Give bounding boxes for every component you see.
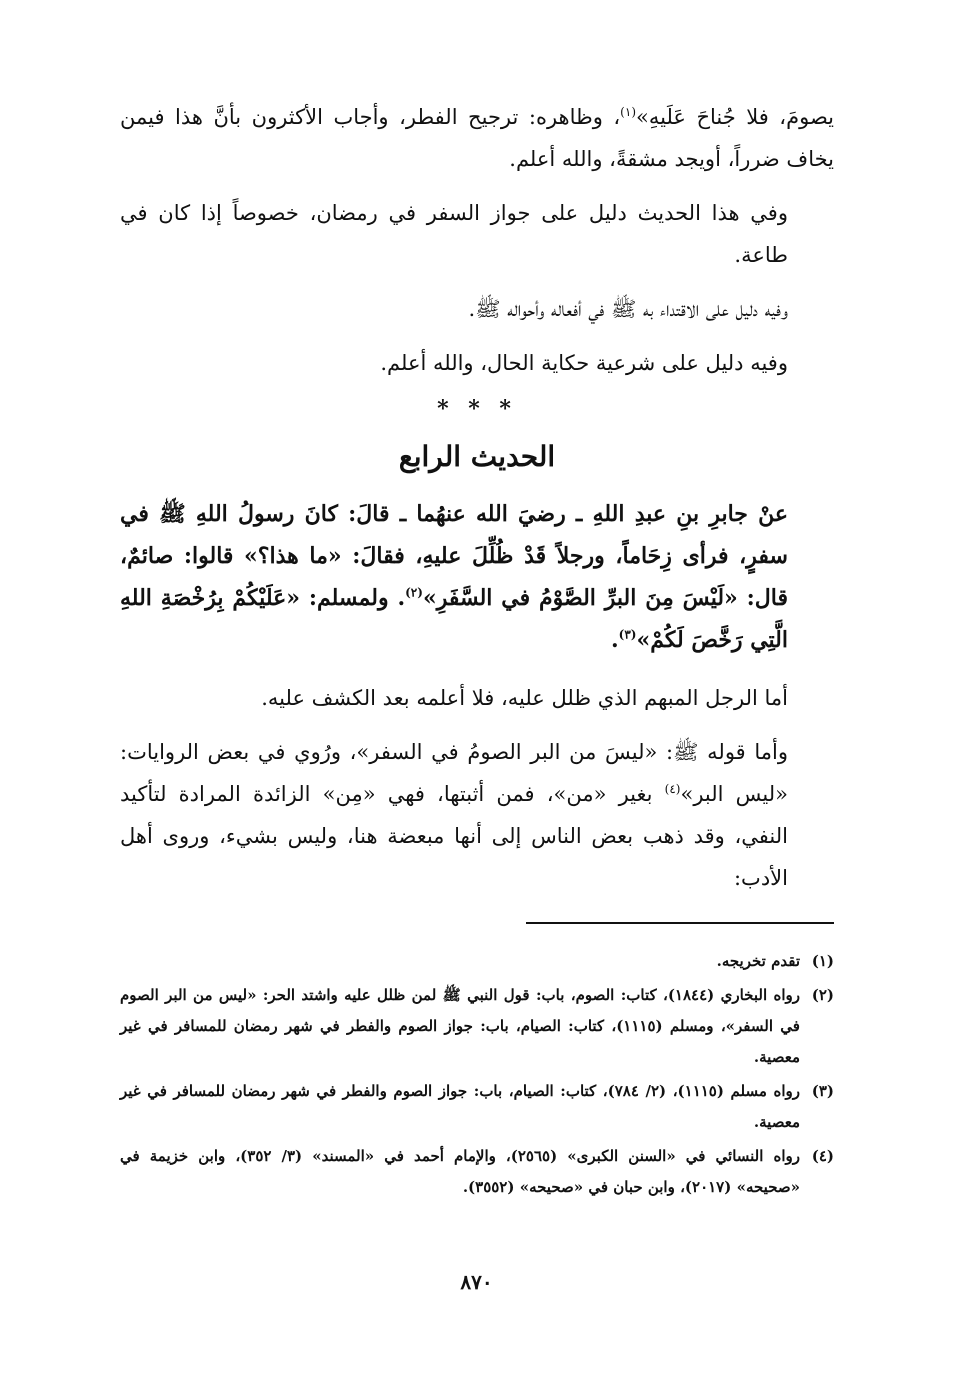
footnote-text: رواه مسلم (١١١٥)، (٢/ ٧٨٤)، كتاب: الصيام، باب: جواز الصوم والفطر في شهر رمضان للمسافر في غير معصية. xyxy=(120,1082,801,1131)
paragraph-3: وفيه دليل على الاقتداء به ﷺ في أفعاله وأحواله ﷺ. xyxy=(468,297,788,321)
footnote-number: (٢) xyxy=(811,986,834,1004)
footnote-number: (١) xyxy=(811,952,834,970)
footnote-item xyxy=(120,980,834,1073)
commentary-1: أما الرجل المبهم الذي ظلل عليه، فلا أعلمه بعد الكشف عليه. xyxy=(261,686,788,710)
page-number: ٨٧٠ xyxy=(460,1270,493,1294)
footnote-item xyxy=(120,1076,834,1138)
paragraph-4: وفيه دليل على شرعية حكاية الحال، والله أعلم. xyxy=(380,351,788,375)
paragraph-1-text-b: ، وظاهره: ترجيح الفطر، وأجاب الأكثرون بأنَّ هذا فيمن يخاف ضرراً، أويجد مشقةً، والله أعلم. xyxy=(120,105,834,171)
footnote-ref-2: (٢) xyxy=(405,585,423,600)
hadith-text-b: . ولمسلم: «عَلَيْكُمْ بِرُخْصَةِ اللهِ الَّتِي رَخَّصَ لَكُمْ» xyxy=(120,585,788,653)
footnote-text: رواه النسائي في «السنن الكبرى» (٢٥٦٥)، والإمام أحمد في «المسند» (٣/ ٣٥٢)، وابن خزيمة في «صحيحه» (٢٠١٧)، وابن حبان في «صحيحه» (٣٥٥٢). xyxy=(120,1147,800,1196)
paragraph-1 xyxy=(120,96,834,180)
commentary-2-text-a: وأما قوله ﷺ: «ليسَ من البر الصومُ في السفر»، ورُوي في بعض الروايات: «ليس البر» xyxy=(120,740,788,806)
footnote-number: (٣) xyxy=(811,1082,834,1100)
footnote-item xyxy=(120,946,834,977)
section-separator: * * * xyxy=(437,396,517,422)
footnote-text: تقدم تخريجه. xyxy=(716,952,800,970)
hadith-text-c: . xyxy=(610,627,619,653)
hadith-text xyxy=(120,493,834,661)
main-text xyxy=(120,96,834,911)
commentary-2 xyxy=(120,731,834,899)
section-title: الحديث الرابع xyxy=(398,440,556,473)
footnote-number: (٤) xyxy=(811,1147,834,1165)
commentary-2-text-b: بغير «من»، فمن أثبتها، فهي «مِن» الزائدة المرادة لتأكيد النفي، وقد ذهب بعض الناس إلى أنها مبعضة هنا، وليس بشيء، وروى أهل الأدب: xyxy=(120,782,788,890)
paragraph-2: وفي هذا الحديث دليل على جواز السفر في رمضان، خصوصاً إذا كان في طاعة. xyxy=(120,201,788,267)
hadith-text-a: عنْ جابرِ بنِ عبدِ اللهِ ـ رضيَ الله عنهُما ـ قالَ: كانَ رسولُ اللهِ ﷺ في سفرٍ، فرأى زِحَاماً، ورجلاً قَدْ ظُلِّلَ عليهِ، فقالَ: «ما هذا؟» قالوا: صائمٌ، قال: «لَيْسَ مِنَ البرِّ الصَّوْمُ في السَّفَرِ» xyxy=(120,501,788,611)
footnote-ref-4: (٤) xyxy=(664,782,681,796)
footnotes xyxy=(120,946,834,1206)
footnote-ref-1: (١) xyxy=(620,105,636,119)
footnote-text: رواه البخاري (١٨٤٤)، كتاب: الصوم، باب: قول النبي ﷺ لمن ظلل عليه واشتد الحر: «ليس من البر الصوم في السفر»، ومسلم (١١١٥)، كتاب: الصيام، باب: جواز الصوم والفطر في شهر رمضان للمسافر في غير معصية. xyxy=(120,986,800,1066)
footnote-item xyxy=(120,1141,834,1203)
paragraph-1-text-a: يصومَ، فلا جُناحَ عَلَيهِ» xyxy=(636,105,834,129)
footnote-ref-3: (٣) xyxy=(618,627,637,642)
footnote-divider xyxy=(526,922,834,924)
